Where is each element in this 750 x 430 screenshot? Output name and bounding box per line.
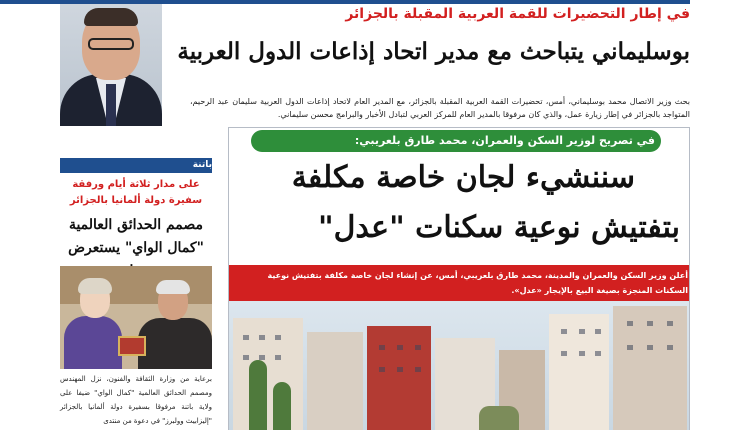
main-headline-line2: بتفتيش نوعية سكنات "عدل" (318, 210, 680, 245)
sidebar-kicker: على مدار ثلاثة أيام ورفقة سفيرة دولة ألمانيا بالجزائر (69, 179, 203, 206)
tree (479, 406, 519, 430)
sidebar-label-bar (60, 158, 212, 173)
sidebar-event-photo (60, 266, 212, 369)
building (367, 326, 431, 430)
sidebar-headline: مصمم الحدائق العالمية "كمال الواي" يستعرض (68, 217, 204, 256)
tree (273, 382, 291, 430)
main-headline-line1: سننشيء لجان خاصة مكلفة (291, 160, 635, 195)
minister-portrait-photo (60, 4, 162, 126)
sidebar-section-label: باتنة (192, 160, 212, 170)
main-story-kicker: في تصريح لوزير السكن والعمران، محمد طارق بلعريبي: (354, 134, 655, 147)
tree (249, 360, 267, 430)
main-story-lead: أعلن وزير السكن والعمران والمدينة، محمد طارق بلعريبي، أمس، عن إنشاء لجان خاصة مكلفة بتفتيش نوعية السكنات المنجزة بصيغة البيع بالإيجار «عدل». (267, 271, 688, 295)
sidebar-body: برعاية من وزارة الثقافة والفنون، نزل المهندس ومصمم الحدائق العالمية "كمال الواي" ضيفا على ولاية باتنة مرفوقا بسفيرة دولة ألمانيا بالجزائر "إليزابيث وولبرز" في دعوة من منتدى (60, 375, 212, 425)
top-story-body: بحث وزير الاتصال محمد بوسليماني، أمس، تحضيرات القمة العربية المقبلة بالجزائر، مع المدير العام لاتحاد إذاعات الدول العربية سليمان عبد الرحيم، المتواجد بالجزائر في إطار زيارة عمل، والذي كان مرفوقا بالمدير العام للمركز العربي لتبادل الأخبار والبرامج محسن سليماني. (190, 97, 690, 119)
top-story-headline: بوسليماني يتباحث مع مدير اتحاد إذاعات الدول العربية (177, 38, 690, 65)
building (307, 332, 363, 430)
housing-buildings-photo (229, 301, 689, 430)
page-right-margin (690, 0, 750, 430)
top-story-kicker: في إطار التحضيرات للقمة العربية المقبلة بالجزائر (345, 6, 690, 22)
